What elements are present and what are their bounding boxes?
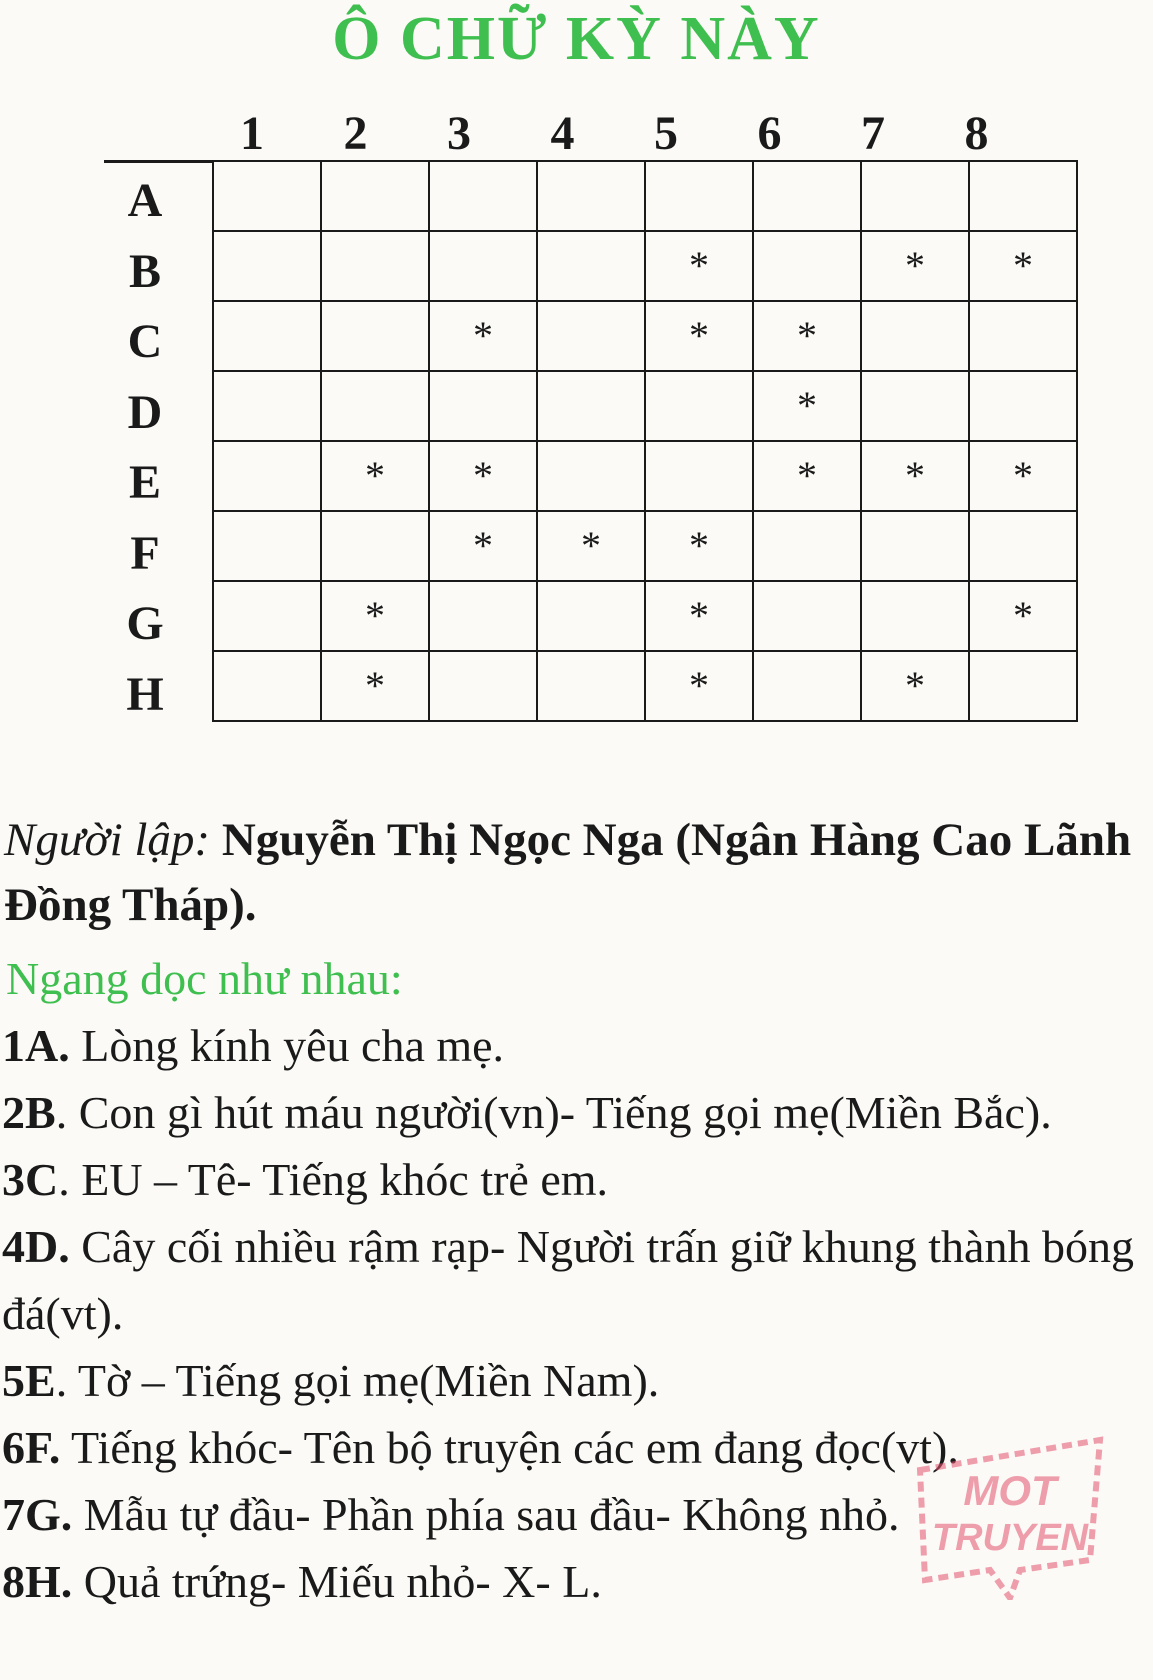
grid-cell-blocked: *	[861, 231, 969, 301]
grid-row	[213, 511, 1077, 581]
grid-cell-blocked: *	[753, 441, 861, 511]
grid-cell	[537, 581, 645, 651]
clue-item	[2, 1213, 1150, 1347]
grid-cell-blocked: *	[753, 301, 861, 371]
grid-cell	[861, 581, 969, 651]
row-header: G	[126, 597, 164, 650]
grid-cell	[861, 301, 969, 371]
clue-text: Tiếng khóc- Tên bộ truyện các em đang đọc(vt).	[60, 1422, 959, 1473]
grid-cell	[537, 161, 645, 231]
grid-cell	[861, 161, 969, 231]
author-name: Nguyễn Thị Ngọc Nga (Ngân Hàng Cao Lãnh Đồng Tháp).	[4, 814, 1132, 931]
grid-row	[213, 651, 1077, 721]
clue-number: 4D.	[2, 1221, 70, 1272]
grid-cell	[213, 161, 321, 231]
column-header: 5	[654, 107, 678, 160]
grid-row	[213, 441, 1077, 511]
row-header: E	[128, 456, 161, 509]
clue-text: . EU – Tê- Tiếng khóc trẻ em.	[58, 1154, 609, 1205]
clue-item	[2, 1347, 1150, 1414]
grid-cell-blocked: *	[969, 231, 1077, 301]
grid-cell-blocked: *	[861, 651, 969, 721]
grid-row	[213, 301, 1077, 371]
row-header: H	[126, 667, 164, 721]
clue-number: 6F.	[2, 1422, 61, 1473]
grid-cell	[429, 371, 537, 441]
grid-cell	[213, 231, 321, 301]
grid-cell-blocked: *	[969, 581, 1077, 651]
clue-item	[2, 1012, 1150, 1079]
column-header: 4	[550, 107, 575, 160]
grid-cell	[645, 161, 753, 231]
grid-cell	[429, 161, 537, 231]
clue-number: 1A.	[2, 1020, 70, 1071]
row-header: D	[127, 385, 163, 439]
grid-cell-blocked: *	[645, 651, 753, 721]
grid-cell	[321, 301, 429, 371]
grid-cell	[321, 231, 429, 301]
grid-cell	[213, 511, 321, 581]
clue-text: Quả trứng- Miếu nhỏ- X- L.	[72, 1556, 602, 1607]
clue-text: Mẫu tự đầu- Phần phía sau đầu- Không nhỏ.	[72, 1489, 900, 1540]
watermark-text-top: MOT	[963, 1467, 1057, 1514]
grid-cell-blocked: *	[969, 441, 1077, 511]
grid-cell	[537, 441, 645, 511]
clue-text: Lòng kính yêu cha mẹ.	[69, 1020, 505, 1071]
grid-cell-blocked: *	[753, 371, 861, 441]
grid-cell	[645, 441, 753, 511]
column-header: 2	[343, 107, 368, 160]
clue-number: 5E	[2, 1355, 56, 1406]
clues-heading: Ngang dọc như nhau:	[6, 953, 403, 1004]
row-header: A	[127, 174, 163, 227]
grid-cell-blocked: *	[645, 301, 753, 371]
grid-cell-blocked: *	[645, 581, 753, 651]
clue-item	[2, 1079, 1150, 1146]
grid-row	[213, 581, 1077, 651]
row-header: F	[130, 526, 160, 580]
grid-cell-blocked: *	[321, 651, 429, 721]
header-rule	[104, 160, 214, 163]
clue-number: 7G.	[2, 1489, 73, 1540]
grid-cell	[753, 581, 861, 651]
grid-cell-blocked: *	[861, 441, 969, 511]
grid-cell	[213, 581, 321, 651]
watermark-text-bottom: TRUYEN	[931, 1517, 1089, 1559]
grid-cell	[537, 301, 645, 371]
grid-cell-blocked: *	[429, 441, 537, 511]
grid-cell	[969, 161, 1077, 231]
grid-cell	[213, 441, 321, 511]
grid-cell	[753, 161, 861, 231]
watermark-logo	[900, 1430, 1120, 1600]
grid-cell-blocked: *	[645, 231, 753, 301]
grid-cell	[429, 581, 537, 651]
grid-cell-blocked: *	[537, 511, 645, 581]
grid-cell	[213, 371, 321, 441]
grid-cell	[753, 231, 861, 301]
grid-row	[213, 371, 1077, 441]
grid-cell	[753, 511, 861, 581]
row-header: C	[127, 315, 163, 368]
grid-cell	[321, 161, 429, 231]
clue-number: 3C	[2, 1154, 59, 1205]
grid-cell	[753, 651, 861, 721]
grid-cell	[969, 301, 1077, 371]
column-header: 3	[447, 107, 471, 160]
clue-number: 8H.	[2, 1556, 73, 1607]
grid-cell	[429, 651, 537, 721]
author-credit	[4, 808, 1144, 938]
grid-cell	[969, 651, 1077, 721]
grid-cell-blocked: *	[429, 511, 537, 581]
column-header: 6	[757, 107, 782, 160]
puzzle-title: Ô CHỮ KỲ NÀY	[332, 5, 821, 73]
grid-cell	[213, 301, 321, 371]
clue-text: . Con gì hút máu người(vn)- Tiếng gọi mẹ(Miền Bắc).	[55, 1087, 1052, 1138]
grid-row	[213, 231, 1077, 301]
grid-cell	[321, 511, 429, 581]
grid-cell	[969, 371, 1077, 441]
author-label: Người lập:	[4, 814, 211, 866]
grid-cell-blocked: *	[321, 441, 429, 511]
grid-cell	[321, 371, 429, 441]
column-header: 7	[861, 107, 885, 160]
column-header: 8	[964, 107, 989, 160]
clue-text: . Tờ – Tiếng gọi mẹ(Miền Nam).	[55, 1355, 660, 1406]
column-header: 1	[240, 107, 264, 160]
grid-row	[213, 161, 1077, 231]
grid-cell	[213, 651, 321, 721]
grid-cell-blocked: *	[321, 581, 429, 651]
grid-cell	[537, 371, 645, 441]
grid-cell	[537, 231, 645, 301]
grid-cell	[429, 231, 537, 301]
grid-cell	[645, 371, 753, 441]
clue-number: 2B	[2, 1087, 56, 1138]
grid-cell	[969, 511, 1077, 581]
clue-item	[2, 1146, 1150, 1213]
grid-cell-blocked: *	[645, 511, 753, 581]
grid-cell-blocked: *	[429, 301, 537, 371]
clue-text: Cây cối nhiều rậm rạp- Người trấn giữ khung thành bóng đá(vt).	[2, 1221, 1134, 1339]
grid-cell	[861, 511, 969, 581]
grid-cell	[537, 651, 645, 721]
grid-cell	[861, 371, 969, 441]
crossword-grid	[212, 160, 1078, 722]
row-header: B	[128, 244, 161, 298]
